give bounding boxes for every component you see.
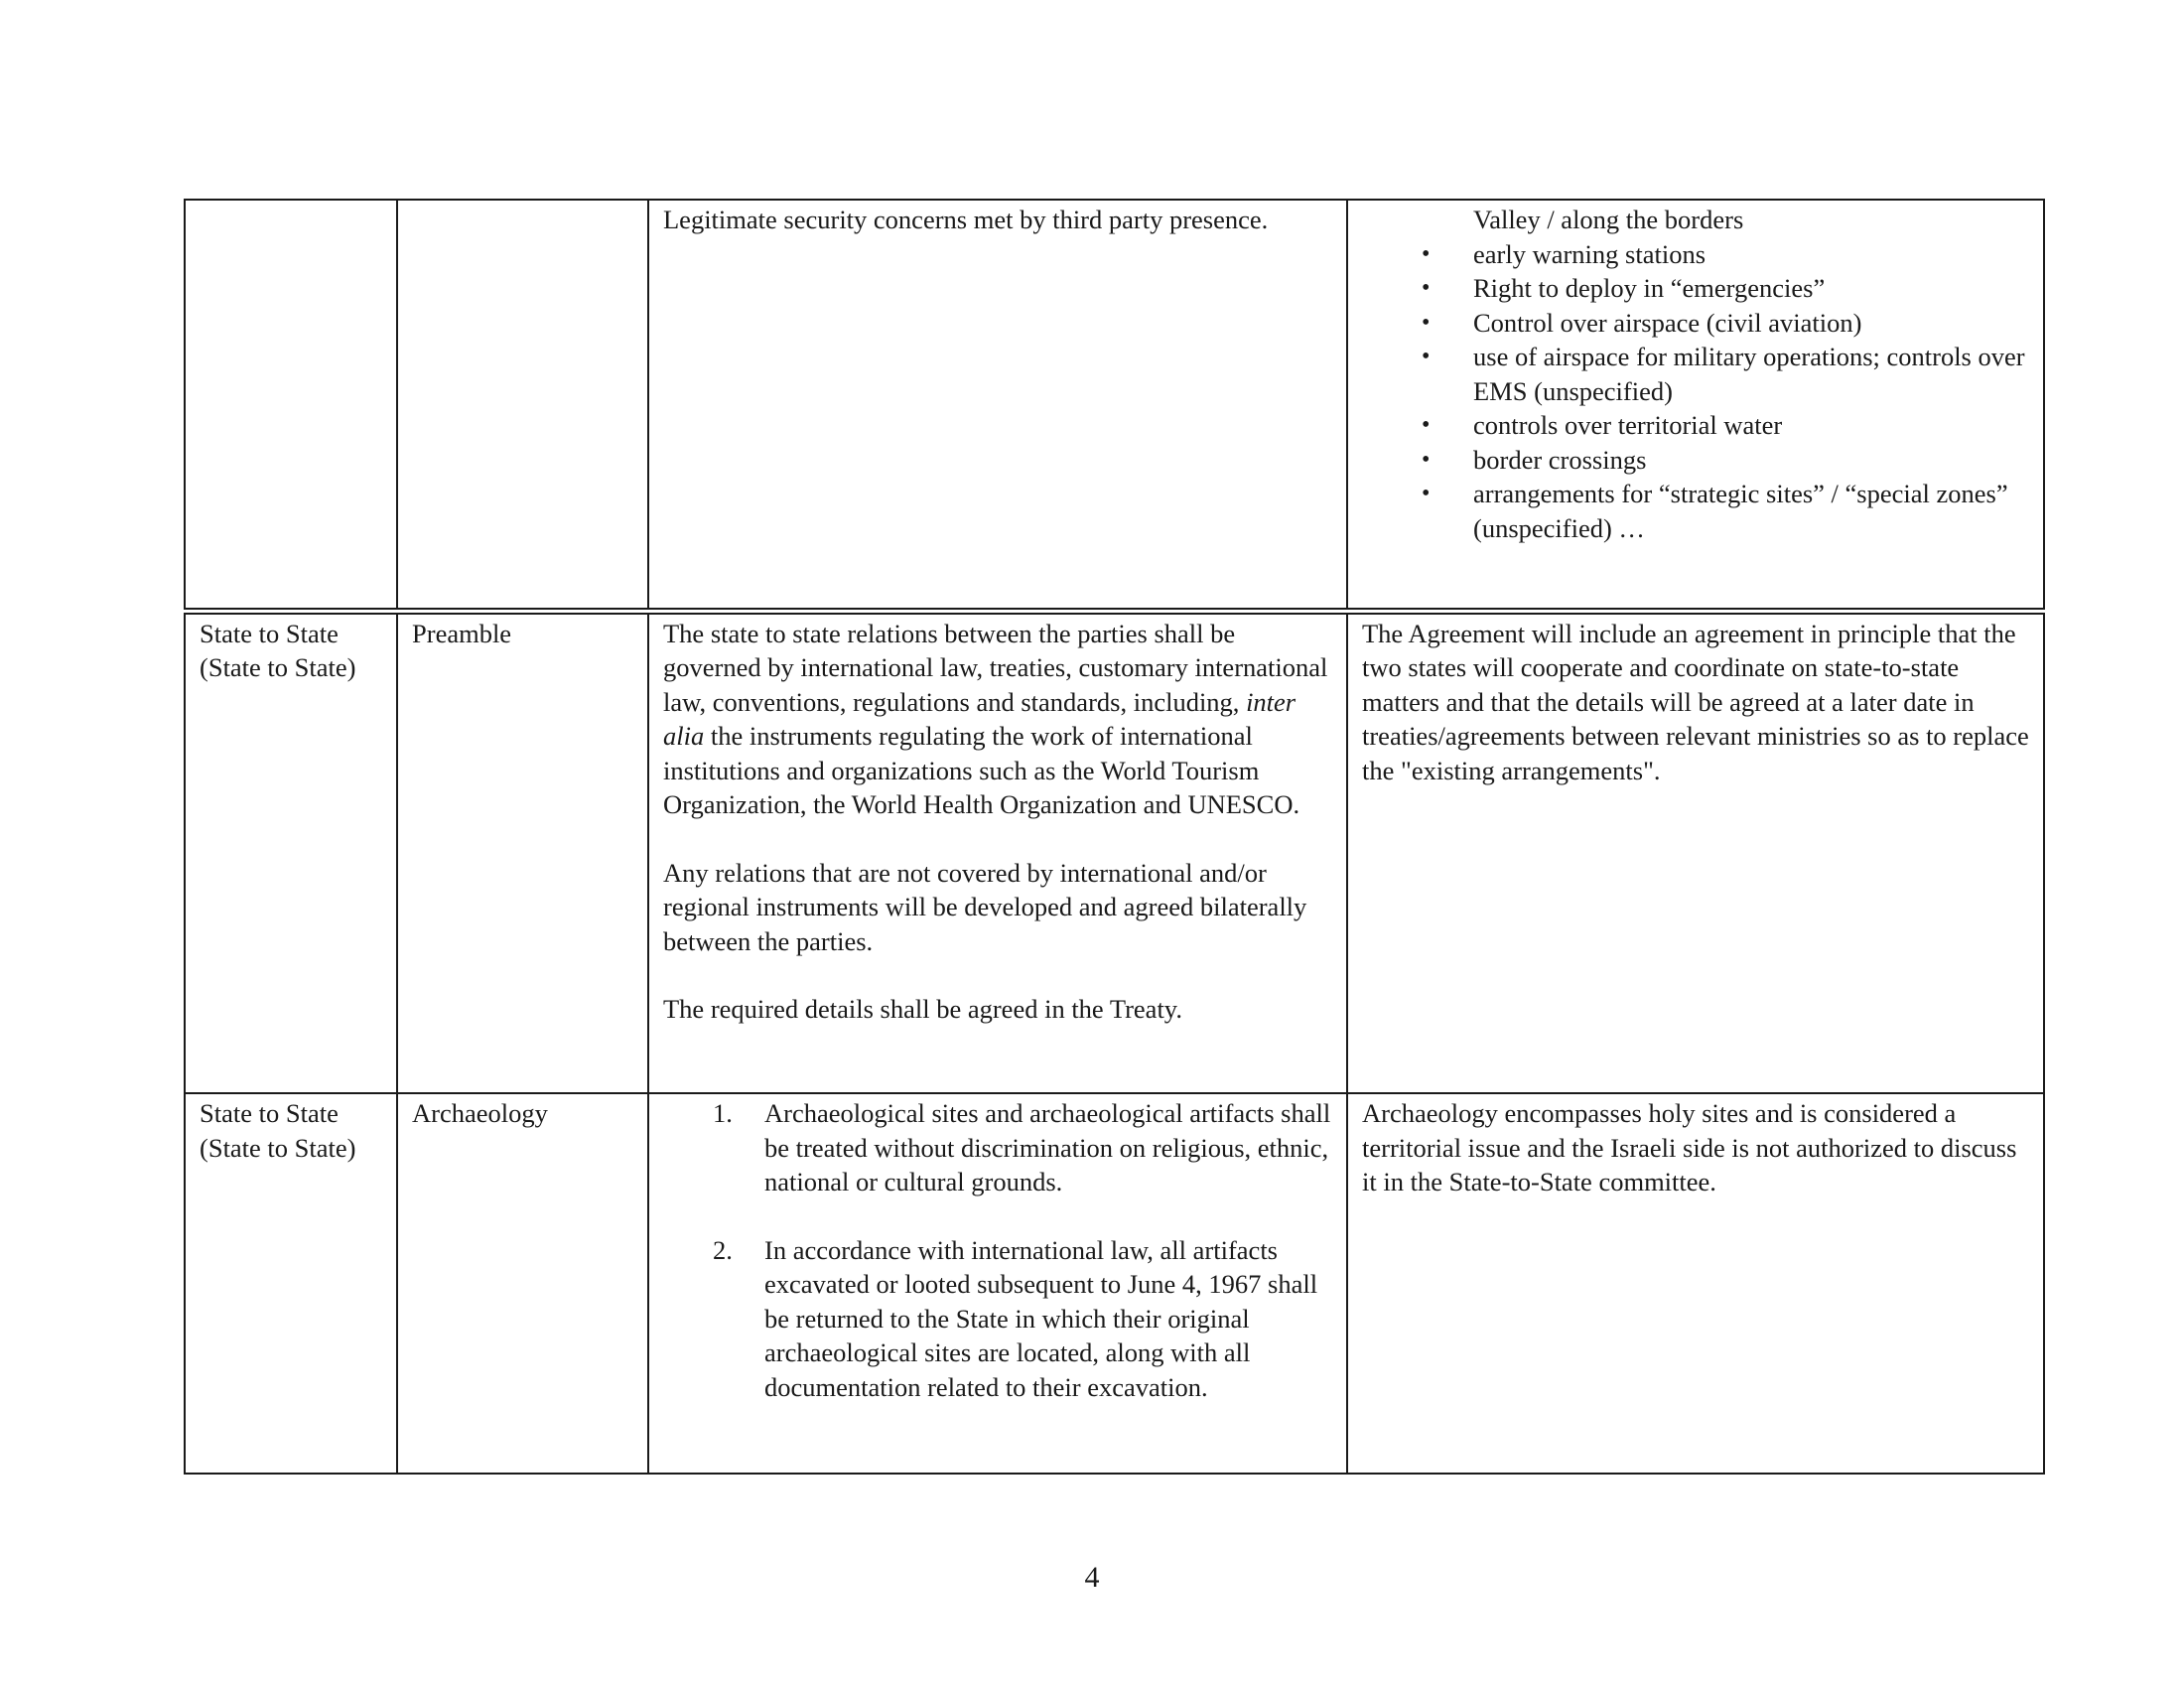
list-item: • use of airspace for military operations; controls over EMS (unspecified) [1362, 340, 2029, 408]
italic-text: inter alia [663, 686, 1297, 751]
list-item: • arrangements for “strategic sites” / “special zones” (unspecified) … [1362, 477, 2029, 545]
table-row [185, 1093, 2044, 1474]
cell-text: State to State [200, 618, 339, 648]
cell-text: (State to State) [200, 1132, 356, 1163]
table-row [185, 200, 2044, 611]
table-cell-position-a [648, 200, 1347, 611]
table-row [185, 611, 2044, 1093]
cell-paragraph: Any relations that are not covered by international and/or regional instruments will be developed and agreed bilaterally between the parties. [663, 857, 1307, 956]
table-cell-position-b [1347, 1093, 2044, 1474]
list-item: • Control over airspace (civil aviation) [1362, 306, 2029, 341]
cell-paragraph [663, 617, 1332, 822]
list-item: • early warning stations [1362, 237, 2029, 272]
table-cell-position-a [648, 1093, 1347, 1474]
list-number: 2. [713, 1234, 733, 1265]
cell-text: State to State [200, 1098, 339, 1128]
table-cell-subtopic [397, 200, 648, 611]
page-number: 4 [1084, 1561, 1100, 1594]
table-cell-topic [185, 200, 397, 611]
cell-paragraph: Archaeology encompasses holy sites and is considered a territorial issue and the Israeli side is not authorized to discuss it in the State-to-State committee. [1362, 1098, 2017, 1196]
list-item: • Right to deploy in “emergencies” [1362, 271, 2029, 306]
table-cell-position-b [1347, 611, 2044, 1093]
table-cell-topic [185, 1093, 397, 1474]
cell-text: Archaeology [412, 1098, 548, 1128]
cell-text: (State to State) [200, 652, 356, 682]
list-item [663, 1233, 1332, 1405]
table-cell-subtopic [397, 1093, 648, 1474]
table-cell-subtopic [397, 611, 648, 1093]
cell-text: Legitimate security concerns met by third party presence. [663, 205, 1269, 234]
numbered-list [663, 1096, 1332, 1404]
list-item: Valley / along the borders [1473, 205, 1744, 234]
bullet-list [1362, 203, 2029, 545]
table-cell-position-b [1347, 200, 2044, 611]
cell-text: The state to state relations between the parties shall be governed by international law, treaties, customary international law, conventions, regulations and standards, including, [663, 618, 1328, 717]
cell-text: the instruments regulating the work of international institutions and organizations such as the World Tourism Organization, the World Health Organization and UNESCO. [663, 721, 1300, 819]
list-item: • border crossings [1362, 443, 2029, 478]
list-item [663, 1096, 1332, 1199]
cell-paragraph: The Agreement will include an agreement in principle that the two states will cooperate and coordinate on state-to-state matters and that the details will be agreed at a later date in treaties/agreements between relevant ministries so as to replace the "existing arrangements". [1362, 618, 2029, 785]
cell-text: Archaeological sites and archaeological artifacts shall be treated without discrimination on religious, ethnic, national or cultural grounds. [764, 1098, 1331, 1196]
list-number: 1. [713, 1098, 733, 1128]
cell-paragraph: The required details shall be agreed in the Treaty. [663, 994, 1182, 1024]
cell-text: In accordance with international law, all artifacts excavated or looted subsequent to June 4, 1967 shall be returned to the State in which their original archaeological sites are located, along with all documentation related to their excavation. [764, 1234, 1318, 1402]
table-cell-position-a [648, 611, 1347, 1093]
comparison-table [184, 199, 2045, 1475]
list-item: • controls over territorial water [1362, 408, 2029, 443]
cell-text: Preamble [412, 618, 512, 648]
table-cell-topic [185, 611, 397, 1093]
